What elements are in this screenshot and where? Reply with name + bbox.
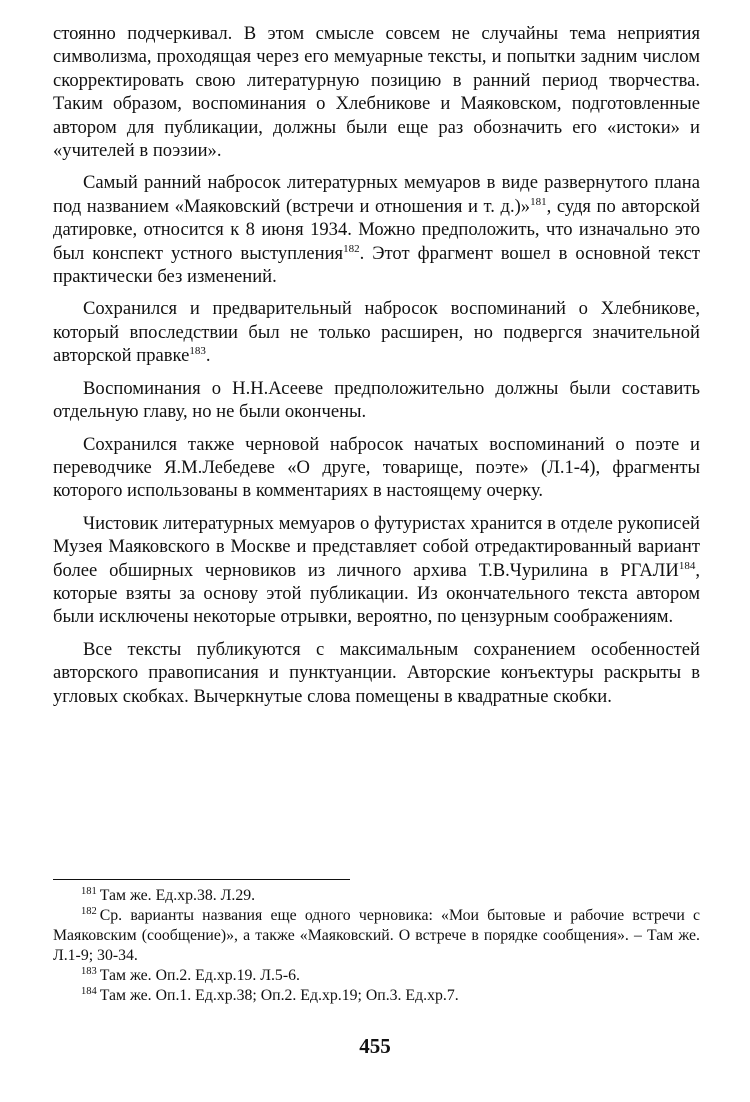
footnote-ref-182: 182	[343, 242, 360, 255]
footnote-ref-183: 183	[189, 345, 206, 358]
paragraph-2: Самый ранний набросок литературных мемуаров в виде развернутого плана под названием «Маяковский (встречи и отношения и т. д.)»$^{181}$, судя по авторской датировке, относится к 8 июня 1934. Можно предположить, что изначально это был конспект устного выступления$^{182}$. Этот фрагмент вошел в основной текст практически без изменений.	[53, 172, 700, 288]
footnote-181: $^{181}$ Там же. Ед.хр.38. Л.29.	[81, 885, 256, 904]
paragraph-1: стоянно подчеркивал. В этом смысле совсем не случайны тема неприятия символизма, проходящая через его мемуарные тексты, и попытки задним числом скорректировать свою литературную позицию в ранний период творчества. Таким образом, воспоминания о Хлебникове и Маяковском, подготовленные автором для публикации, должны были еще раз обозначить его «истоки» и «учителей в поэзии».	[53, 23, 700, 162]
footnote-ref-181: 181	[530, 195, 547, 208]
paragraph-7: Все тексты публикуются с максимальным сохранением особенностей авторского правописания и пунктуанции. Авторские конъектуры раскрыты в угловых скобках. Вычеркнутые слова помещены в квадратные скобки.	[53, 638, 700, 707]
page-number: 455	[359, 1034, 391, 1058]
paragraph-3: Сохранился и предварительный набросок воспоминаний о Хлебникове, который впоследствии был не только расширен, но подвергся значительной авторской правке$^{183}$.	[53, 298, 700, 367]
footnotes	[53, 886, 700, 1006]
paragraph-5: Сохранился также черновой набросок начатых воспоминаний о поэте и переводчике Я.М.Лебедеве «О друге, товарище, поэте» (Л.1-4), фрагменты которого использованы в комментариях в настоящему очерку.	[53, 433, 700, 502]
footnote-183: $^{183}$ Там же. Оп.2. Ед.хр.19. Л.5-6.	[81, 965, 300, 984]
main-text	[53, 22, 700, 717]
footnote-divider	[53, 879, 350, 880]
paragraph-4: Воспоминания о Н.Н.Асееве предположительно должны были составить отдельную главу, но не были окончены.	[53, 377, 700, 423]
footnote-182: $^{182}$ Ср. варианты названия еще одного черновика: «Мои бытовые и рабочие встречи с Маяковским (сообщение)», а также «Маяковский. О встрече в порядке сообщения». – Там же. Л.1-9; 30-34.	[53, 905, 700, 964]
footnote-184: $^{184}$ Там же. Оп.1. Ед.хр.38; Оп.2. Ед.хр.19; Оп.3. Ед.хр.7.	[81, 985, 459, 1004]
footnote-ref-184: 184	[678, 559, 696, 572]
paragraph-6: Чистовик литературных мемуаров о футуристах хранится в отделе рукописей Музея Маяковского в Москве и представляет собой отредактированный вариант более обширных черновиков из личного архива Т.В.Чурилина в РГАЛИ$^{184}$, которые взяты за основу этой публикации. Из окончательного текста автором были исключены некоторые отрывки, вероятно, по цензурным соображениям.	[53, 512, 700, 628]
